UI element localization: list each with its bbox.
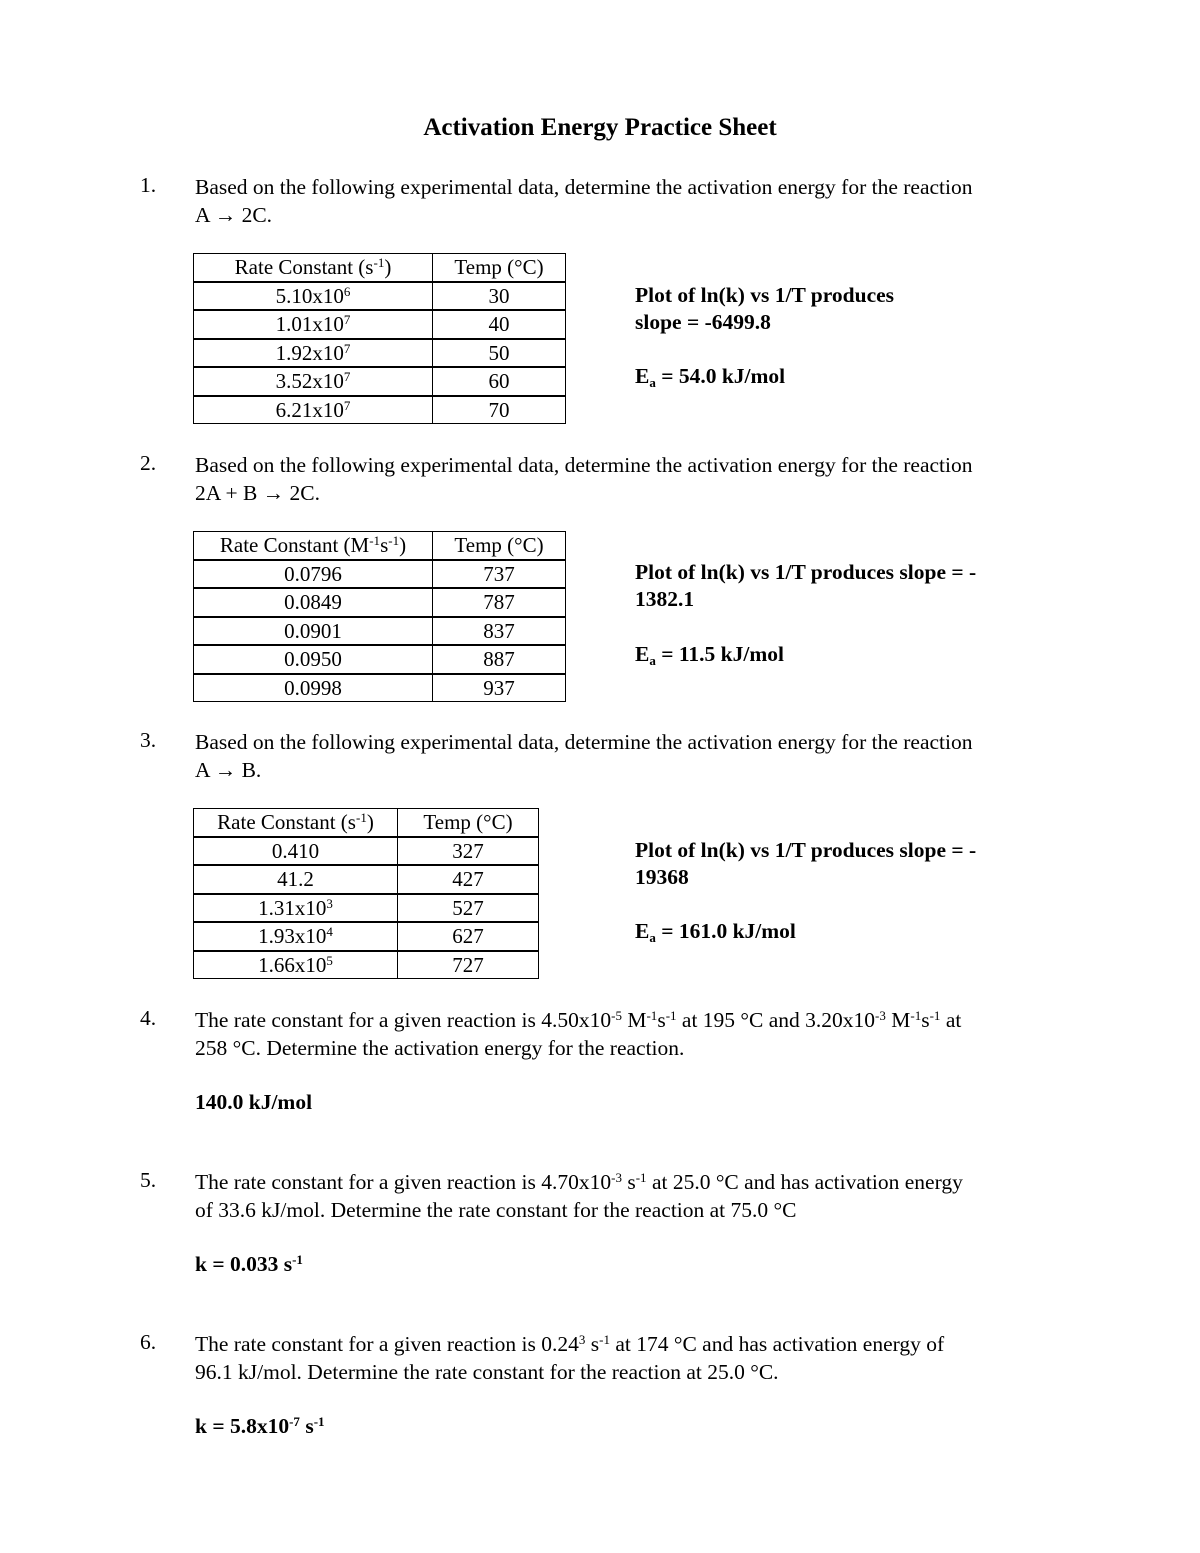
table-row: $1.66x10^5$ 727 xyxy=(194,951,539,979)
problem-prompt: Based on the following experimental data, determine the activation energy for the reaction xyxy=(195,175,973,199)
problem-number: 6. xyxy=(140,1330,157,1354)
problem-number: 5. xyxy=(140,1168,157,1192)
answer-slope-line2: 19368 xyxy=(635,865,689,889)
answer-slope-line1: Plot of ln(k) vs 1/T produces slope = - xyxy=(635,560,977,584)
table-row: $5.10x10^6$ 30 xyxy=(194,282,566,311)
header-temp: Temp (°C) xyxy=(398,809,539,837)
rate-table-2 xyxy=(193,531,566,702)
header-temp: Temp (°C) xyxy=(433,532,566,560)
problem-number: 2. xyxy=(140,451,157,475)
rate-table-1 xyxy=(193,253,566,424)
table-header-row xyxy=(194,532,566,560)
problem-prompt-line1: The rate constant for a given reaction is $4.50x10^{-5}$ $M^{-1}s^{-1}$ at 195 °C and $3.20x10^{-3}$ $M^{-1}s^{-1}$ at xyxy=(195,1008,962,1032)
table-header-row xyxy=(194,254,566,282)
problem-answer: $k = 5.8x10^{-7}$ $s^{-1}$ xyxy=(195,1414,325,1438)
problem-number: 4. xyxy=(140,1006,157,1030)
header-temp: Temp (°C) xyxy=(433,254,566,282)
table-row: $1.93x10^4$ 627 xyxy=(194,922,539,951)
problem-reaction: 2A + B → 2C. xyxy=(195,481,321,505)
problem-number: 1. xyxy=(140,173,157,197)
problem-prompt-line2: 96.1 kJ/mol. Determine the rate constant for the reaction at 25.0 °C. xyxy=(195,1360,779,1384)
problem-number: 3. xyxy=(140,728,157,752)
table-row: 0.0849 787 xyxy=(194,588,566,617)
answer-slope-line2: slope = -6499.8 xyxy=(635,310,771,334)
answer-activation-energy: $E_a = 161.0$ kJ/mol xyxy=(635,919,796,945)
answer-activation-energy: $E_a = 11.5$ kJ/mol xyxy=(635,642,784,668)
table-header-row xyxy=(194,809,539,837)
problem-prompt: Based on the following experimental data, determine the activation energy for the reaction xyxy=(195,730,973,754)
table-row: $6.21x10^7$ 70 xyxy=(194,396,566,424)
answer-slope-line1: Plot of ln(k) vs 1/T produces xyxy=(635,283,895,307)
table-row: $1.01x10^7$ 40 xyxy=(194,310,566,339)
problem-prompt: Based on the following experimental data, determine the activation energy for the reaction xyxy=(195,453,973,477)
table-row: 0.0901 837 xyxy=(194,617,566,646)
problem-reaction: A → B. xyxy=(195,758,262,782)
table-row: 0.0950 887 xyxy=(194,645,566,674)
header-rate-constant: Rate Constant $(M^{-1}s^{-1})$ xyxy=(194,532,433,560)
header-rate-constant: Rate Constant $(s^{-1})$ xyxy=(194,809,398,837)
problem-answer: k = 0.033 $s^{-1}$ xyxy=(195,1252,303,1276)
answer-slope-line2: 1382.1 xyxy=(635,587,695,611)
problem-prompt-line1: The rate constant for a given reaction is 0.24$^3$ $s^{-1}$ at 174 °C and has activation energy of xyxy=(195,1332,945,1356)
rate-table-3 xyxy=(193,808,539,979)
problem-prompt-line2: 258 °C. Determine the activation energy for the reaction. xyxy=(195,1036,685,1060)
table-row: 0.0998 937 xyxy=(194,674,566,702)
answer-activation-energy: $E_a = 54.0$ kJ/mol xyxy=(635,364,786,390)
problem-prompt-line1: The rate constant for a given reaction is $4.70x10^{-3}$ $s^{-1}$ at 25.0 °C and has activation energy xyxy=(195,1170,963,1194)
problem-answer: 140.0 kJ/mol xyxy=(195,1090,313,1114)
table-row: $3.52x10^7$ 60 xyxy=(194,367,566,396)
header-rate-constant: Rate Constant $(s^{-1})$ xyxy=(194,254,433,282)
table-row: $1.92x10^7$ 50 xyxy=(194,339,566,368)
table-row: 41.2 427 xyxy=(194,865,539,894)
page-title: Activation Energy Practice Sheet xyxy=(423,114,777,141)
table-row: 0.0796 737 xyxy=(194,560,566,589)
problem-reaction: A → 2C. xyxy=(195,203,273,227)
table-row: $1.31x10^3$ 527 xyxy=(194,894,539,923)
answer-slope-line1: Plot of ln(k) vs 1/T produces slope = - xyxy=(635,838,977,862)
table-row: 0.410 327 xyxy=(194,837,539,866)
problem-prompt-line2: of 33.6 kJ/mol. Determine the rate constant for the reaction at 75.0 °C xyxy=(195,1198,797,1222)
